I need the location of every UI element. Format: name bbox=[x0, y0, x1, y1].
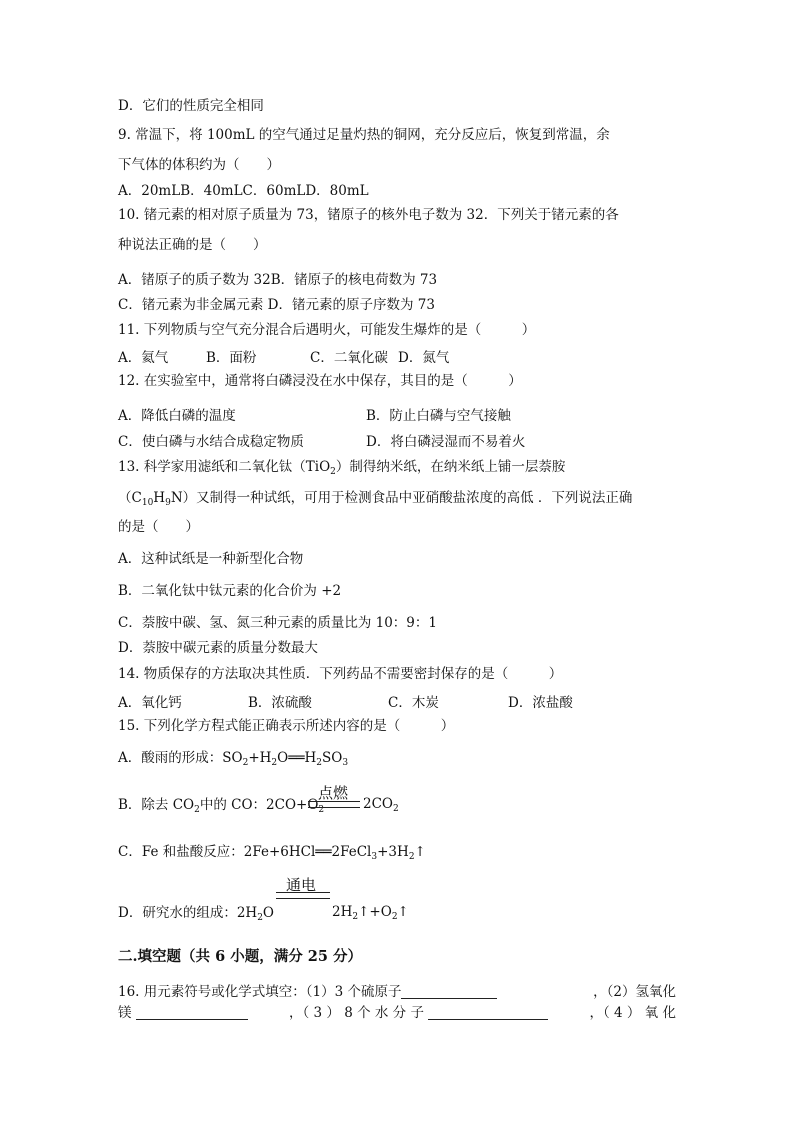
q15-b-equals-bar bbox=[308, 801, 360, 808]
q15-b-product: $2CO_2$ bbox=[363, 796, 399, 814]
q14-option-c: C．木炭 bbox=[388, 695, 439, 711]
q15-d-condition: 通电 bbox=[286, 876, 317, 894]
q13-stem-line2: $(C_{10}H_9N)$又制得一种试纸，可用于检测食品中亚硝酸盐浓度的高低 ．下列说法正确 bbox=[118, 490, 633, 508]
q15-option-a: A．酸雨的形成：$SO_2+H_2O══H_2SO_3$ bbox=[118, 750, 349, 768]
q9-stem-line1: 9. 常温下，将 100mL 的空气通过足量灼热的铜网，充分反应后，恢复到常温，余 bbox=[118, 127, 610, 143]
q16-part5: ，（ 4 ） 氧 化 bbox=[589, 1005, 676, 1021]
q12-option-c: C．使白磷与水结合成稳定物质 bbox=[118, 434, 304, 450]
q15-option-b: B．除去 $CO_2$中的 CO：$2CO+O_2$ bbox=[118, 797, 325, 815]
q10-stem-line2: 种说法正确的是（ ） bbox=[118, 237, 267, 253]
q13-option-b: B．二氧化钛中钛元素的化合价为 +2 bbox=[118, 583, 342, 599]
q13-option-d: D．萘胺中碳元素的质量分数最大 bbox=[118, 640, 318, 656]
q13-stem-line1: 13. 科学家用滤纸和二氧化钛（TiO$_2$）制得纳米纸，在纳米纸上铺一层萘胺 bbox=[118, 459, 566, 477]
q13-option-a: A．这种试纸是一种新型化合物 bbox=[118, 551, 304, 567]
q15-b-condition: 点燃 bbox=[318, 784, 349, 802]
q15-option-c: C．Fe 和盐酸反应：$2Fe+6HCl══2FeCl_3+3H_2↑$ bbox=[118, 844, 426, 862]
q14-option-d: D．浓盐酸 bbox=[508, 695, 573, 711]
q12-option-a: A．降低白磷的温度 bbox=[118, 408, 236, 424]
q16-blank-3[interactable] bbox=[428, 1004, 548, 1020]
q11-option-b: B．面粉 bbox=[206, 350, 257, 366]
q12-option-b: B．防止白磷与空气接触 bbox=[366, 408, 511, 424]
q12-stem: 12. 在实验室中，通常将白磷浸没在水中保存，其目的是（ ） bbox=[118, 373, 522, 389]
q13-stem-line3: 的是（ ） bbox=[118, 519, 199, 535]
q10-stem-line1: 10. 锗元素的相对原子质量为 73，锗原子的核外电子数为 32．下列关于锗元素的各 bbox=[118, 207, 619, 223]
q16-blank-2[interactable] bbox=[136, 1004, 248, 1020]
q12-option-d: D．将白磷浸湿而不易着火 bbox=[366, 434, 526, 450]
q15-stem: 15. 下列化学方程式能正确表示所述内容的是（ ） bbox=[118, 718, 455, 734]
q16-part1: 16. 用元素符号或化学式填空：（1）3 个硫原子 bbox=[118, 983, 497, 1001]
q14-stem: 14. 物质保存的方法取决其性质．下列药品不需要密封保存的是（ ） bbox=[118, 666, 563, 682]
q11-option-d: D．氮气 bbox=[398, 350, 450, 366]
q8-option-d: D．它们的性质完全相同 bbox=[118, 98, 264, 114]
q9-stem-line2: 下气体的体积约为（ ） bbox=[118, 157, 280, 173]
q16-part4: ，（ 3 ） 8 个 水 分 子 bbox=[289, 1004, 548, 1022]
q15-d-products: $2H_2↑+O_2↑$ bbox=[332, 904, 409, 922]
q15-option-d: D．研究水的组成：$2H_2O$ bbox=[118, 905, 274, 923]
section-title-fill-in: 二.填空题（共 6 小题，满分 25 分） bbox=[118, 948, 363, 965]
q11-stem: 11. 下列物质与空气充分混合后遇明火，可能发生爆炸的是（ ） bbox=[118, 322, 536, 338]
q11-option-c: C．二氧化碳 bbox=[310, 350, 388, 366]
q13-option-c: C．萘胺中碳、氢、氮三种元素的质量比为 10：9：1 bbox=[118, 615, 437, 631]
q10-options-line2: C．锗元素为非金属元素 D．锗元素的原子序数为 73 bbox=[118, 297, 435, 313]
q15-d-equals-bar bbox=[276, 892, 330, 899]
q16-line2 bbox=[118, 1004, 676, 1022]
q16-line1 bbox=[118, 983, 676, 1001]
q14-option-b: B．浓硫酸 bbox=[248, 695, 312, 711]
q14-option-a: A．氧化钙 bbox=[118, 695, 182, 711]
q16-part2: ，（2）氢氧化 bbox=[593, 984, 676, 1000]
q16-blank-1[interactable] bbox=[401, 983, 497, 999]
q10-options-line1: A．锗原子的质子数为 32B．锗原子的核电荷数为 73 bbox=[118, 272, 438, 288]
q9-options: A．20mLB．40mLC．60mLD．80mL bbox=[118, 183, 369, 199]
q16-part3: 镁 bbox=[118, 1004, 248, 1022]
q11-option-a: A．氦气 bbox=[118, 350, 169, 366]
